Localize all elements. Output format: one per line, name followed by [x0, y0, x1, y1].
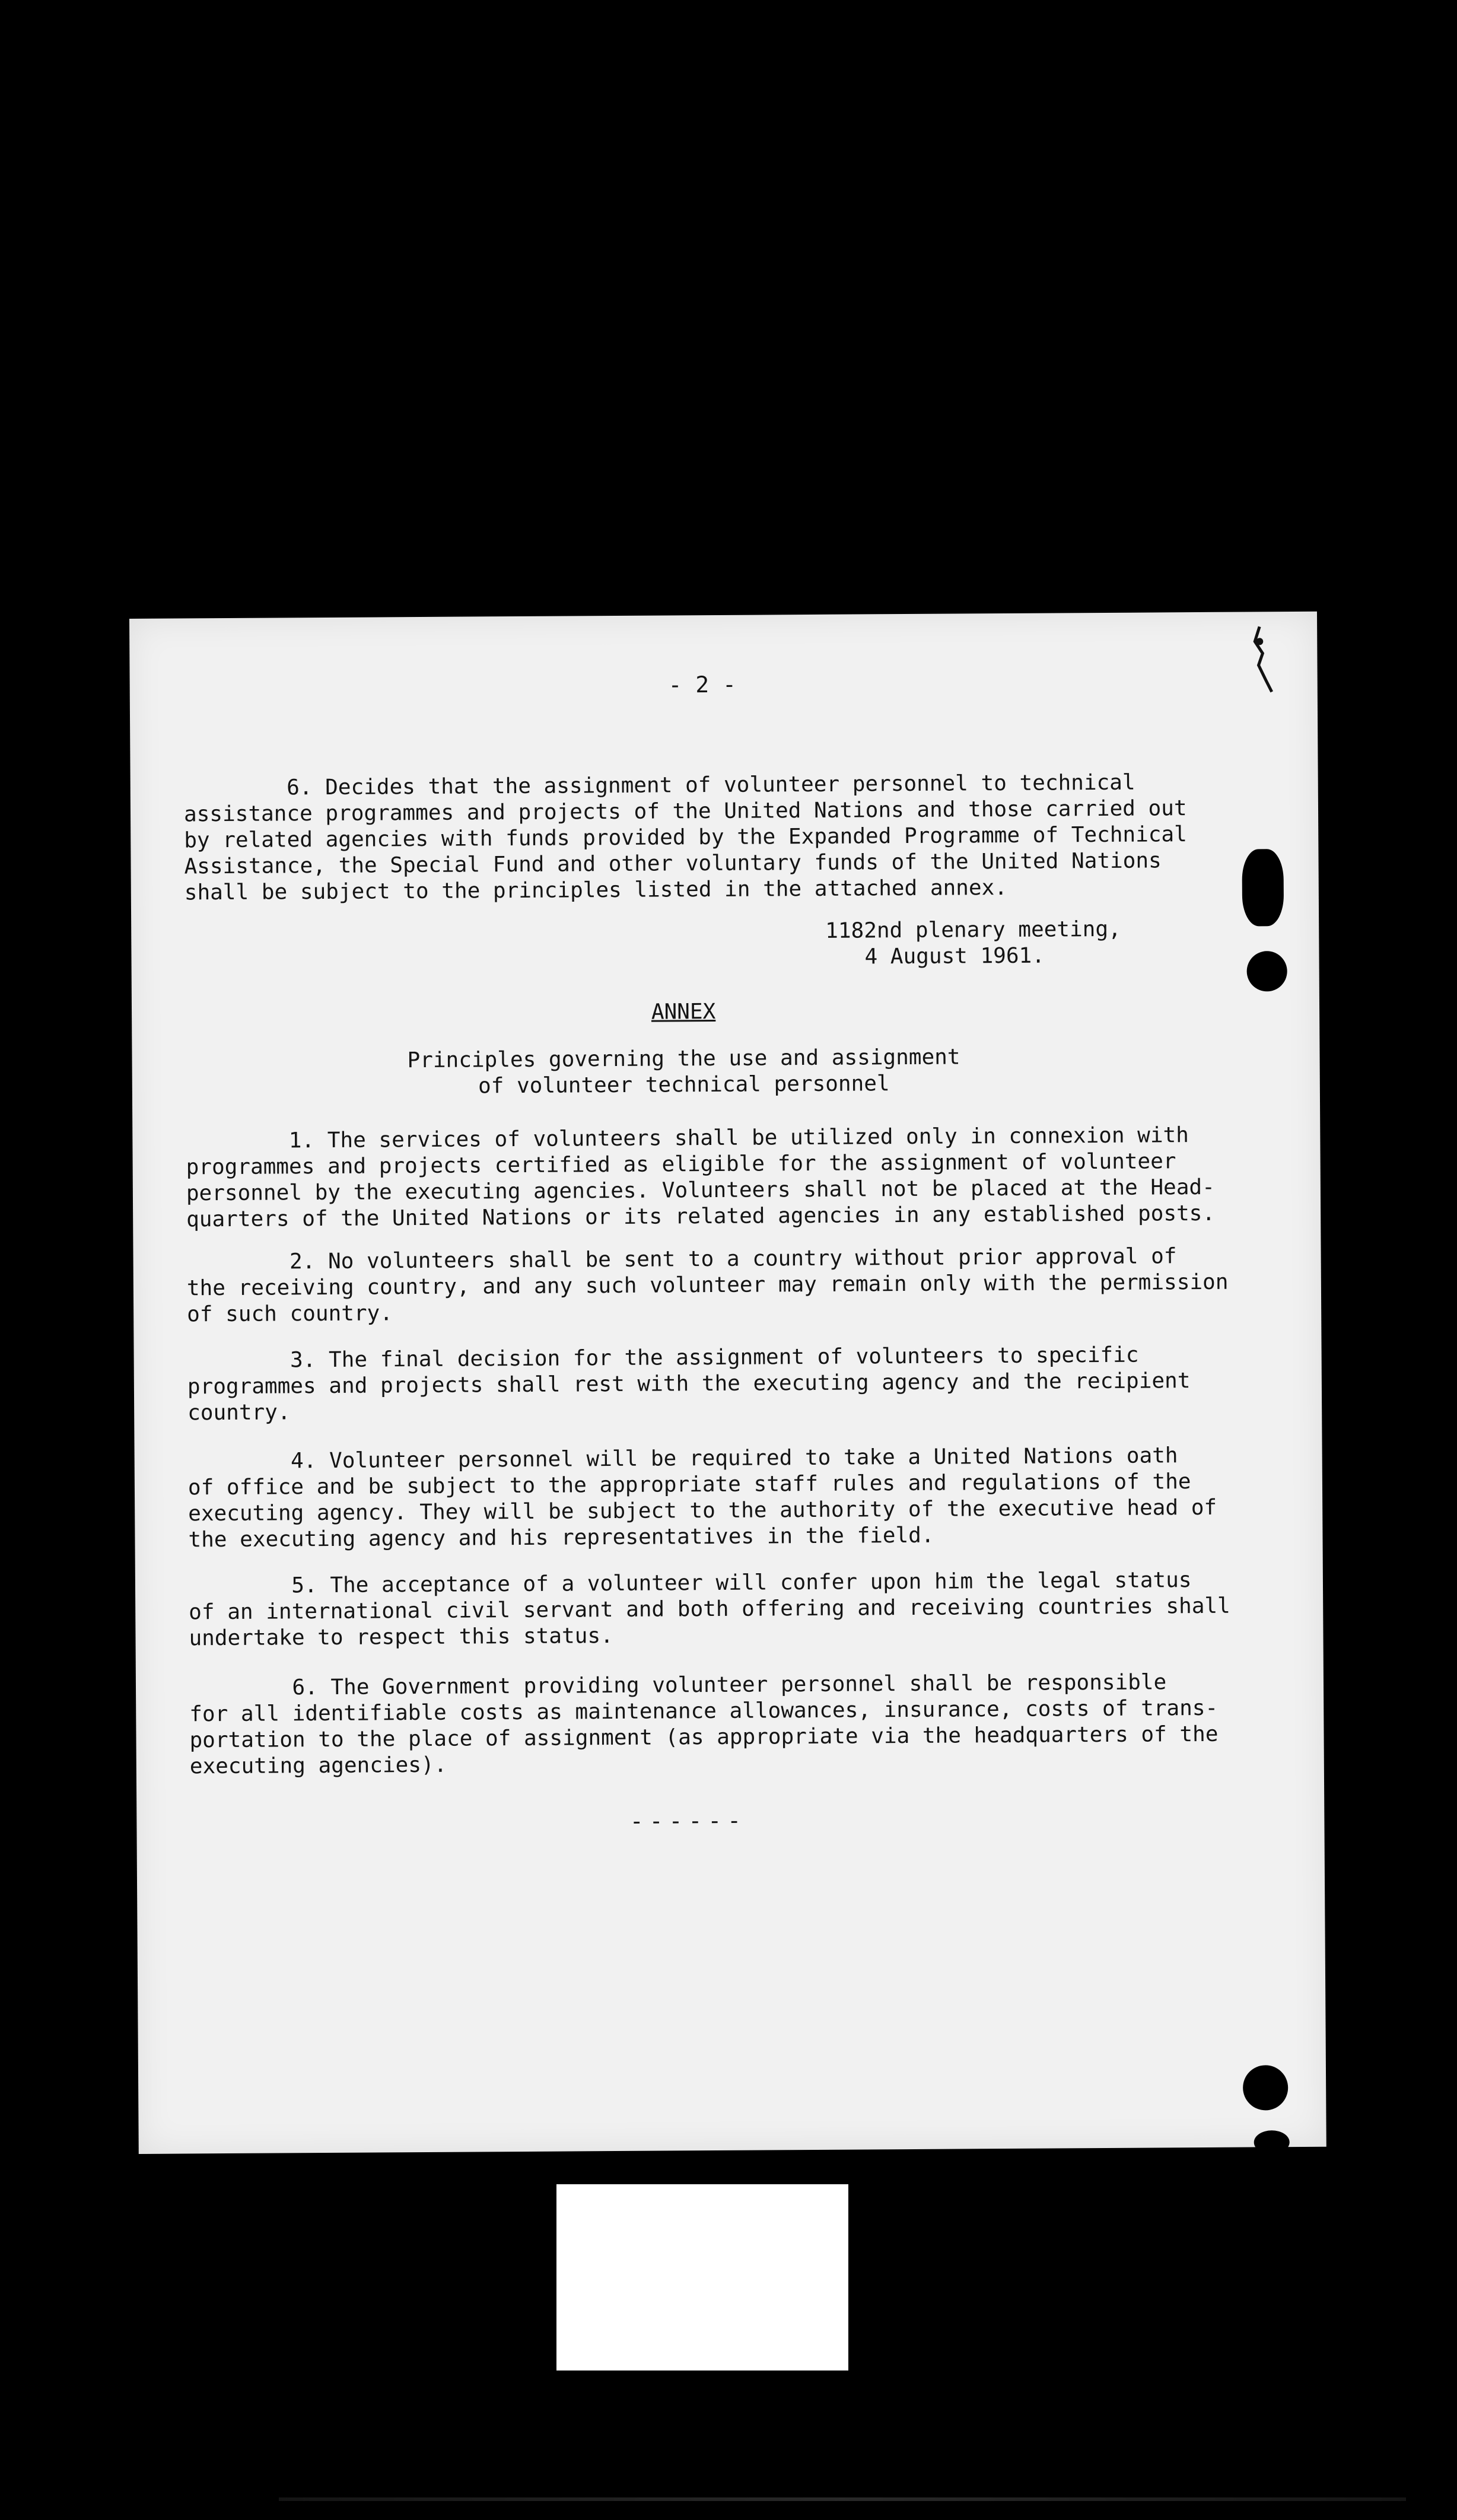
blank-label-card — [556, 2184, 848, 2371]
principle-2 — [186, 1243, 1243, 1328]
principle-4 — [188, 1443, 1245, 1554]
paragraph-line: for all identifiable costs as maintenance allowances, insurance, costs of trans- — [189, 1695, 1219, 1727]
paragraph-line: country. — [187, 1400, 291, 1426]
paragraph-line: of office and be subject to the appropriate staff rules and regulations of the — [187, 1469, 1191, 1500]
paragraph-line: 6. The Government providing volunteer personnel shall be responsible — [189, 1670, 1167, 1701]
punch-hole-icon — [1243, 2065, 1288, 2110]
paragraph-line: Assistance, the Special Fund and other voluntary funds of the United Nations — [184, 848, 1162, 879]
meeting-reference — [825, 917, 1121, 971]
paragraph-line: executing agencies). — [189, 1752, 447, 1779]
paragraph-line: portation to the place of assignment (as appropriate via the headquarters of the — [189, 1722, 1219, 1753]
annex-subtitle-line: of volunteer technical personnel — [478, 1071, 890, 1099]
resolution-paragraph — [184, 769, 1240, 906]
paragraph-line: 4. Volunteer personnel will be required to take a United Nations oath — [187, 1443, 1178, 1474]
principle-5 — [189, 1567, 1245, 1652]
annex-subtitle — [132, 1043, 1236, 1102]
paragraph-line: 2. No volunteers shall be sent to a country without prior approval of — [186, 1244, 1177, 1275]
punch-hole-icon — [1246, 951, 1287, 991]
end-mark: ------ — [629, 1807, 747, 1834]
principle-3 — [187, 1342, 1244, 1427]
document-page — [129, 612, 1326, 2154]
paragraph-line: 3. The final decision for the assignment of volunteers to specific — [187, 1342, 1139, 1373]
paragraph-line: shall be subject to the principles listed in the attached annex. — [184, 875, 1008, 905]
principle-1 — [186, 1122, 1242, 1233]
principle-6 — [189, 1669, 1246, 1780]
paragraph-line: 1. The services of volunteers shall be utilized only in connexion with — [186, 1123, 1189, 1154]
annex-heading: ANNEX — [651, 999, 716, 1024]
paragraph-line: by related agencies with funds provided by the Expanded Programme of Technical — [184, 822, 1187, 853]
paragraph-line: programmes and projects certified as eligible for the assignment of volunteer — [186, 1149, 1176, 1180]
paragraph-line: executing agency. They will be subject to the authority of the executive head of — [188, 1495, 1217, 1526]
paragraph-line: undertake to respect this status. — [189, 1624, 613, 1651]
paragraph-line: the executing agency and his representatives in the field. — [188, 1523, 934, 1552]
paragraph-line: 5. The acceptance of a volunteer will confer upon him the legal status — [188, 1568, 1192, 1599]
paragraph-line: of an international civil servant and both offering and receiving countries shall — [189, 1593, 1230, 1625]
paragraph-line: programmes and projects shall rest with the executing agency and the recipient — [187, 1369, 1191, 1399]
paragraph-line: personnel by the executing agencies. Volunteers shall not be placed at the Head- — [186, 1175, 1215, 1206]
meeting-name: 1182nd plenary meeting, — [825, 917, 1121, 943]
punch-hole-icon — [1242, 849, 1284, 926]
punch-hole-icon — [1254, 2130, 1290, 2154]
annex-subtitle-line: Principles governing the use and assignment — [407, 1045, 960, 1073]
meeting-date: 4 August 1961. — [864, 943, 1045, 969]
paragraph-line: quarters of the United Nations or its related agencies in any established posts. — [186, 1201, 1216, 1232]
paragraph-line: the receiving country, and any such volunteer may remain only with the permission — [186, 1269, 1229, 1301]
scan-edge-strip — [279, 2497, 1406, 2501]
page-number: - 2 - — [668, 671, 737, 698]
paragraph-line: assistance programmes and projects of the United Nations and those carried out — [183, 796, 1187, 827]
paragraph-line: 6. Decides that the assignment of volunteer personnel to technical — [183, 770, 1135, 801]
paragraph-line: of such country. — [187, 1301, 393, 1327]
